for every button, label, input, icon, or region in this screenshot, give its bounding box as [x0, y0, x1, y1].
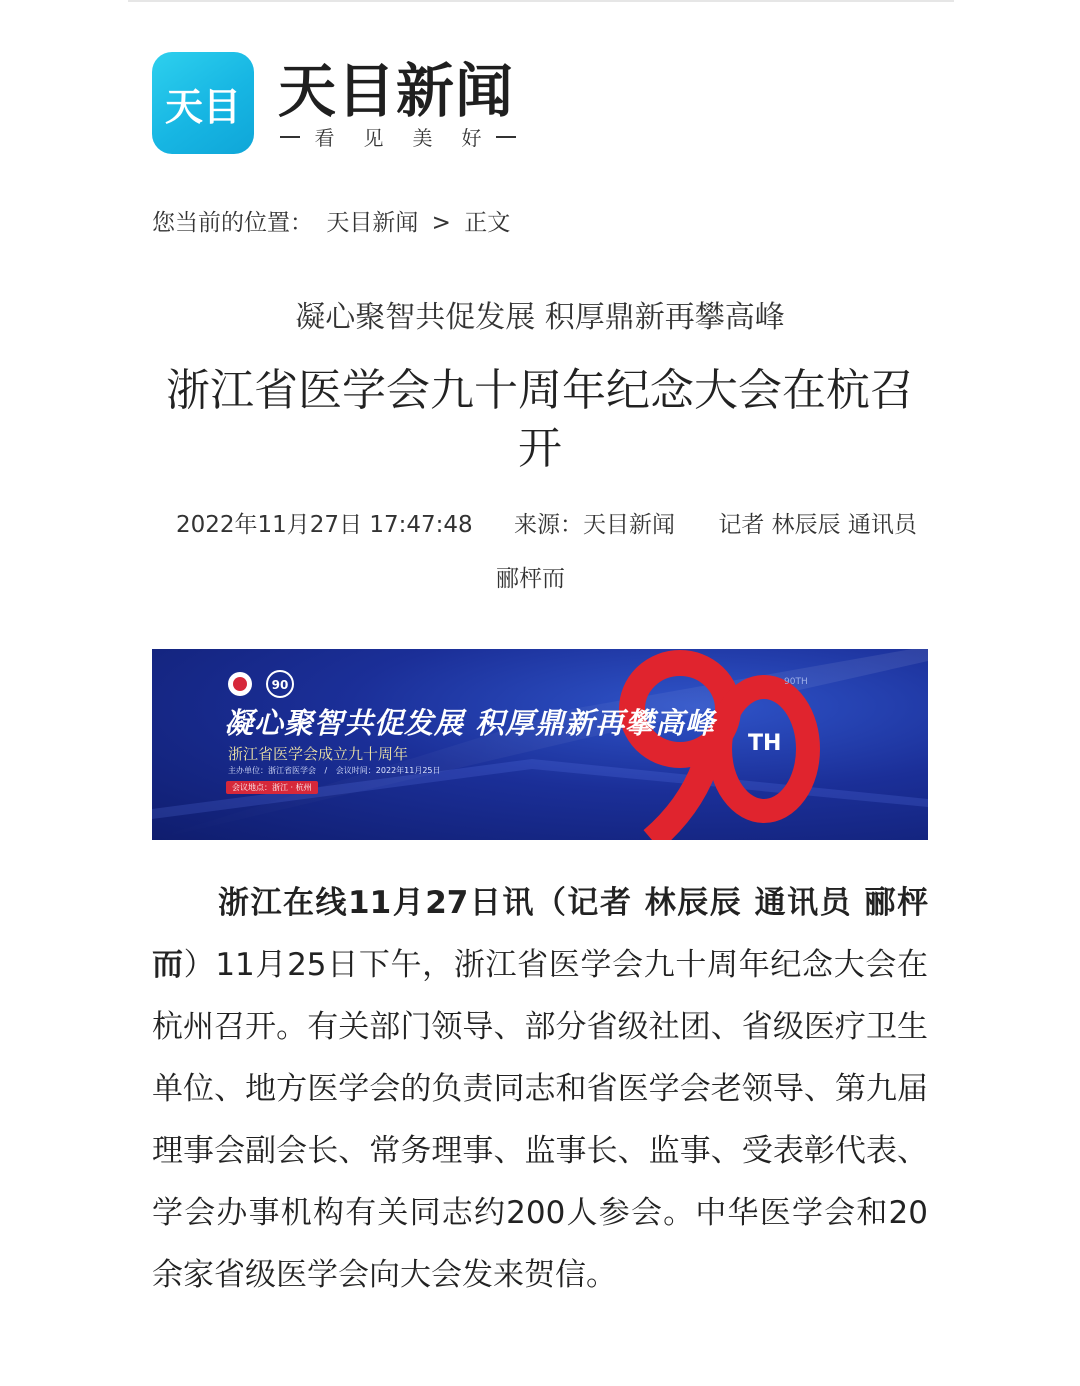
slogan-char: 见 — [363, 126, 384, 150]
banner-90th-small: 90TH — [784, 677, 808, 687]
emblem-anniversary-text: 90 — [271, 678, 289, 692]
banner-subtitle: 浙江省医学会成立九十周年 — [228, 745, 409, 763]
article-reporter-cont: 郦枰而 — [496, 566, 565, 592]
banner-th: TH — [748, 731, 782, 756]
slogan-dash-left — [280, 136, 300, 138]
site-name[interactable]: 天目新闻 — [278, 57, 515, 125]
article-datetime: 2022年11月27日 17:47:48 — [176, 512, 473, 538]
article-subtitle: 凝心聚智共促发展 积厚鼎新再攀高峰 — [295, 300, 785, 335]
article-meta — [176, 508, 917, 542]
banner-slogan: 凝心聚智共促发展 积厚鼎新再攀高峰 — [224, 706, 716, 740]
breadcrumb-label: 您当前的位置： — [152, 210, 313, 236]
banner-host: 主办单位：浙江省医学会 — [228, 766, 316, 775]
slogan-dash-right — [496, 136, 516, 138]
app-logo-icon[interactable] — [152, 52, 254, 154]
breadcrumb-current: 正文 — [464, 210, 511, 236]
emblem-medical-inner-icon — [233, 677, 247, 691]
top-divider — [128, 0, 954, 2]
article-reporter: 记者 林辰辰 通讯员 — [718, 512, 917, 538]
logo-tile-text: 天目 — [164, 85, 242, 129]
breadcrumb — [152, 206, 516, 240]
banner-info — [228, 765, 447, 776]
slogan-char: 好 — [461, 126, 482, 150]
logo-glyph-icon — [152, 52, 254, 154]
banner-venue-badge: 会议地点：浙江 · 杭州 — [226, 781, 318, 794]
banner-divider: / — [324, 766, 328, 775]
breadcrumb-home-link[interactable]: 天目新闻 — [326, 210, 419, 236]
slogan-char: 美 — [412, 126, 433, 150]
article-source: 来源：天目新闻 — [514, 512, 675, 538]
breadcrumb-separator: > — [431, 210, 451, 236]
article-lead-bold: 浙江在线11月27日讯（记者 林辰辰 通讯员 郦枰而 — [152, 885, 928, 983]
article-title: 浙江省医学会九十周年纪念大会在杭召开 — [166, 365, 914, 474]
site-slogan — [280, 122, 516, 151]
banner-time: 会议时间：2022年11月25日 — [335, 766, 441, 775]
article-banner-image — [152, 649, 928, 840]
article-body-text: ）11月25日下午，浙江省医学会九十周年纪念大会在杭州召开。有关部门领导、部分省级社团、省级医疗卫生单位、地方医学会的负责同志和省医学会老领导、第九届理事会副会长、常务理事、监事长、监事、受表彰代表、学会办事机构有关同志约200人参会。中华医学会和20余家省级医学会向大会发来贺信。 — [152, 947, 929, 1293]
slogan-char: 看 — [314, 126, 335, 150]
article-body — [152, 872, 928, 1306]
